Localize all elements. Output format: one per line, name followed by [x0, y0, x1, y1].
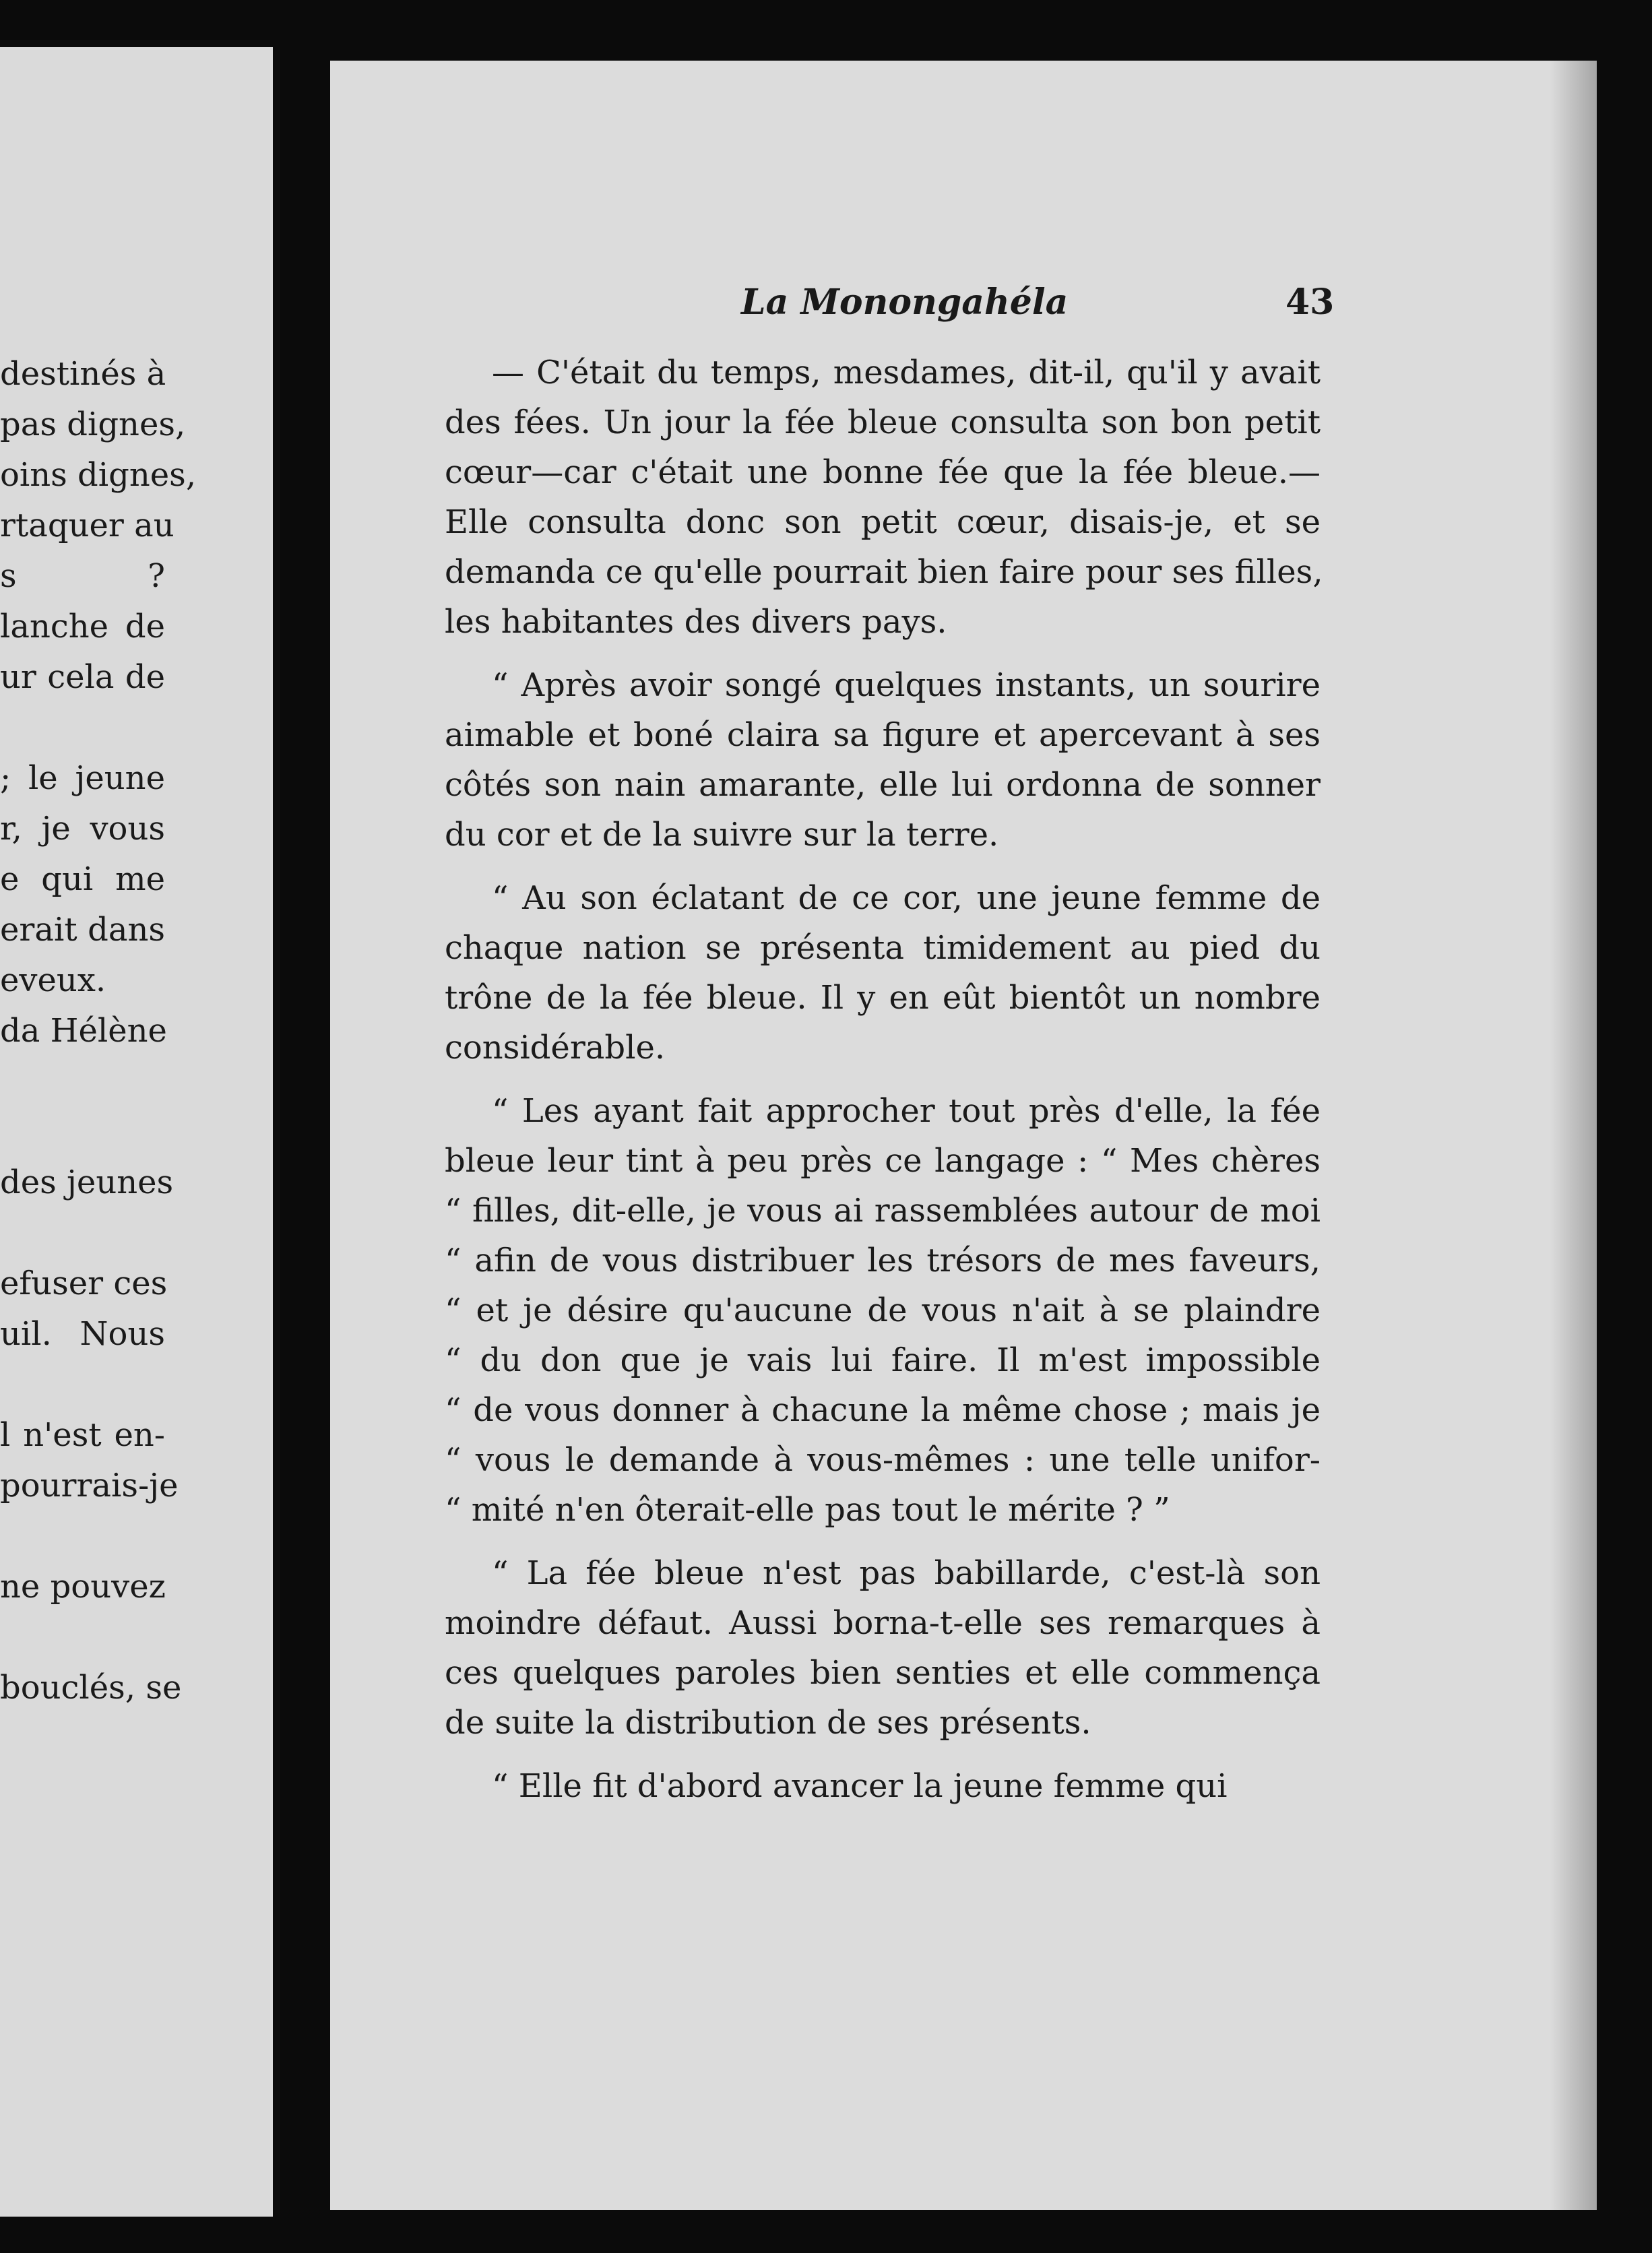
text-line: côtés son nain amarante, elle lui ordonna de sonner [445, 766, 1321, 804]
paragraph [445, 1086, 1321, 1535]
paragraph [445, 660, 1321, 860]
text-line: “ Au son éclatant de ce cor, une jeune femme de [492, 879, 1321, 917]
left-page-line: ur cela de [0, 658, 165, 696]
left-page-line: pas dignes, [0, 406, 186, 443]
left-page-line: da Hélène [0, 1012, 167, 1050]
text-line: les habitantes des divers pays. [445, 603, 947, 641]
paragraph [445, 873, 1321, 1073]
text-line: Elle consulta donc son petit cœur, disais-je, et se [445, 503, 1321, 541]
left-page-line [0, 703, 165, 753]
text-line: du cor et de la suivre sur la terre. [445, 816, 999, 854]
text-line: “ filles, dit-elle, je vous ai rassemblées autour de moi [445, 1192, 1321, 1230]
text-line: ces quelques paroles bien senties et elle commença [445, 1654, 1321, 1692]
text-line: trône de la fée bleue. Il y en eût bientôt un nombre [445, 979, 1321, 1017]
text-line: “ Elle fit d'abord avancer la jeune femme qui [492, 1767, 1228, 1805]
left-page-line [0, 1208, 165, 1259]
left-page-line [0, 1360, 165, 1410]
text-line: “ et je désire qu'aucune de vous n'ait à se plaindre [445, 1292, 1321, 1329]
text-line: “ de vous donner à chacune la même chose ; mais je [445, 1391, 1321, 1429]
text-line: des fées. Un jour la fée bleue consulta son bon petit [445, 404, 1321, 441]
left-page-line: ne pouvez [0, 1568, 166, 1606]
text-line: moindre défaut. Aussi borna-t-elle ses remarques à [445, 1604, 1321, 1642]
text-line: considérable. [445, 1029, 666, 1067]
running-head: La Monongahéla [741, 282, 1069, 323]
left-page-line: efuser ces [0, 1265, 168, 1302]
left-page-line: destinés à [0, 355, 166, 393]
text-line: “ Les ayant fait approcher tout près d'elle, la fée [492, 1092, 1321, 1130]
text-line: de suite la distribution de ses présents. [445, 1704, 1091, 1742]
body-text [445, 348, 1321, 1824]
text-line: “ mité n'en ôterait-elle pas tout le mérite ? ” [445, 1491, 1170, 1529]
text-line: cœur—car c'était une bonne fée que la fée bleue.— [445, 453, 1321, 491]
left-page-line: lanche de [0, 608, 165, 645]
left-page-line: rtaquer au [0, 507, 174, 544]
left-page-line: s ? [0, 557, 165, 595]
left-page-line: r, je vous [0, 810, 165, 848]
paragraph [445, 1761, 1321, 1811]
left-page-line [0, 1107, 165, 1157]
right-page [330, 61, 1597, 2210]
left-page-line: bouclés, se [0, 1669, 182, 1707]
text-line: “ vous le demande à vous-mêmes : une telle unifor- [445, 1441, 1321, 1479]
text-line: aimable et boné claira sa figure et apercevant à ses [445, 716, 1321, 754]
text-line: bleue leur tint à peu près ce langage : “ Mes chères [445, 1142, 1321, 1180]
left-page-line: eveux. [0, 961, 106, 999]
page-number: 43 [1285, 282, 1335, 323]
left-page-line: erait dans [0, 911, 165, 949]
text-line: — C'était du temps, mesdames, dit-il, qu'il y avait [492, 354, 1321, 391]
left-page-line [0, 1511, 165, 1562]
text-line: “ La fée bleue n'est pas babillarde, c'est-là son [492, 1554, 1321, 1592]
left-page-line: e qui me [0, 860, 165, 898]
left-page-fragment [0, 47, 273, 2217]
text-line: “ du don que je vais lui faire. Il m'est impossible [445, 1341, 1321, 1379]
left-page-line: pourrais-je [0, 1467, 179, 1504]
paragraph [445, 348, 1321, 647]
left-page-line: oins dignes, [0, 456, 197, 494]
text-line: demanda ce qu'elle pourrait bien faire pour ses filles, [445, 553, 1323, 591]
left-page-line [0, 1612, 165, 1663]
left-page-text [0, 349, 197, 1713]
text-line: “ Après avoir songé quelques instants, un sourire [492, 666, 1321, 704]
text-line: “ afin de vous distribuer les trésors de mes faveurs, [445, 1242, 1321, 1279]
text-line: chaque nation se présenta timidement au pied du [445, 929, 1321, 967]
left-page-line: l n'est en- [0, 1416, 165, 1454]
paragraph [445, 1548, 1321, 1748]
left-page-line: des jeunes [0, 1164, 174, 1201]
left-page-line [0, 1056, 165, 1107]
left-page-line: uil. Nous [0, 1315, 165, 1353]
left-page-line: ; le jeune [0, 759, 165, 797]
